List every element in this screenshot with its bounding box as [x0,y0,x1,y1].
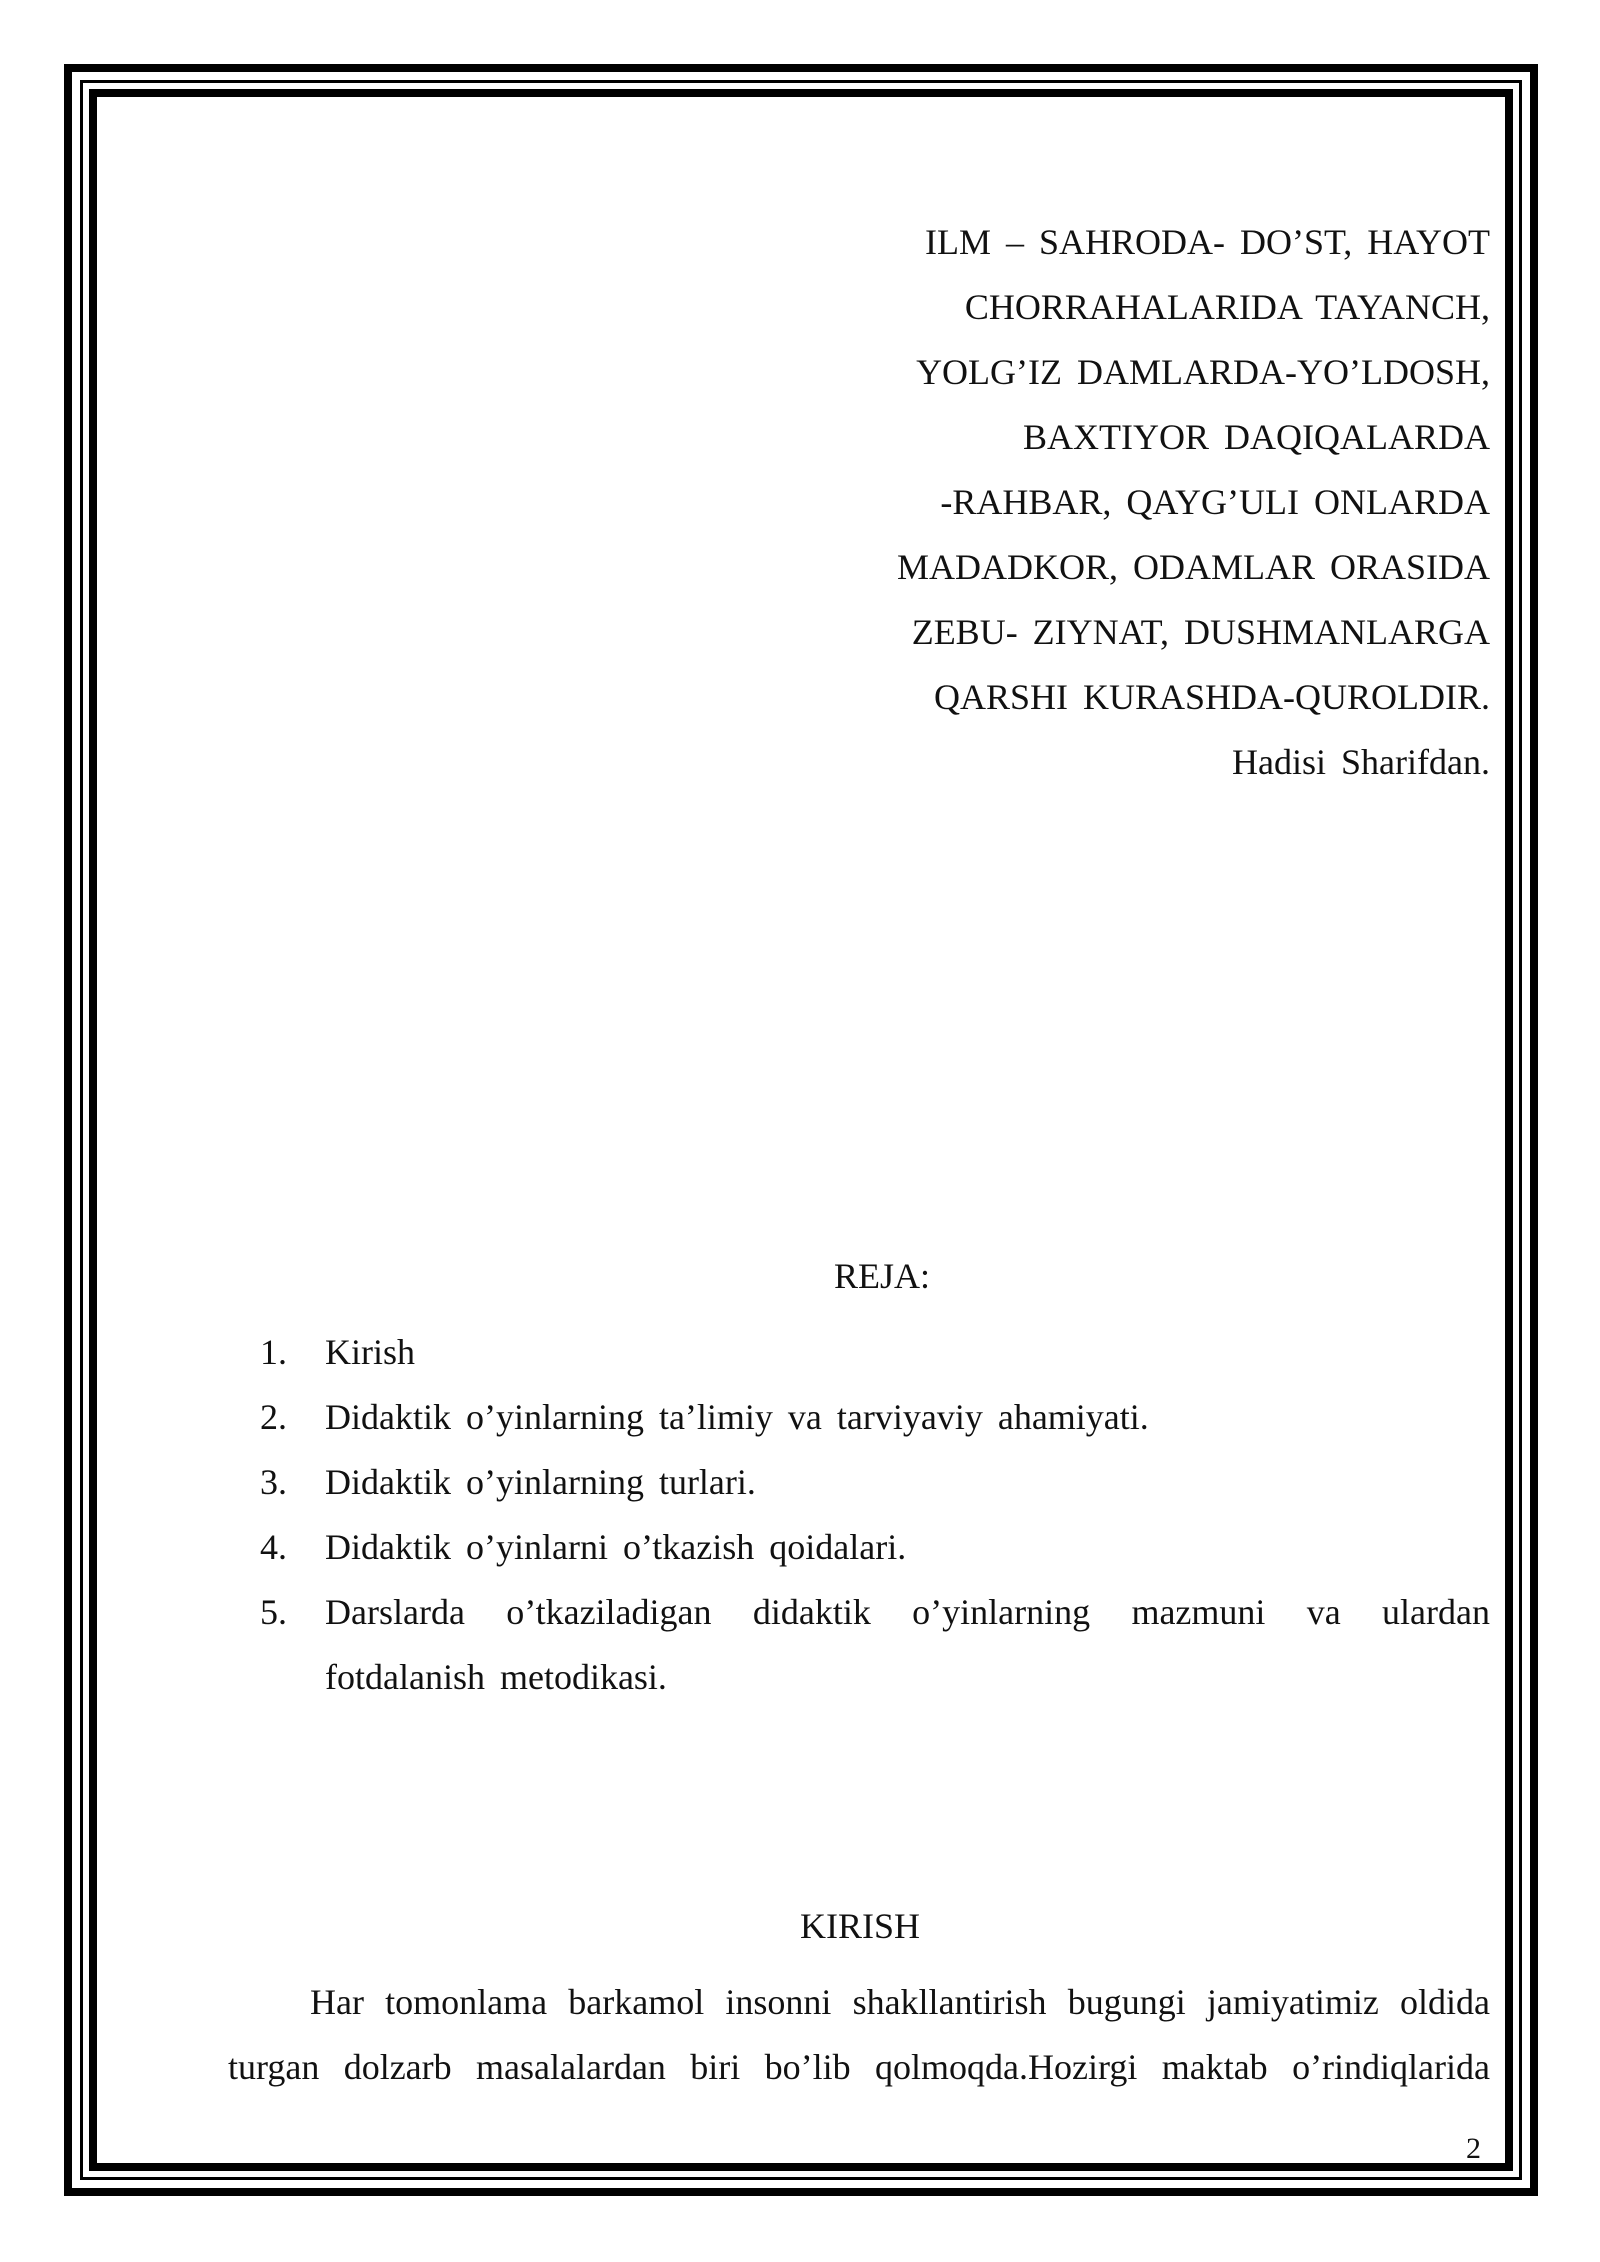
plan-item-number: 5. [260,1592,287,1632]
epigraph-line: CHORRAHALARIDA TAYANCH, [964,287,1490,327]
plan-item-number: 3. [260,1462,287,1502]
plan-item [260,1320,1490,1385]
plan-item-number: 1. [260,1332,287,1372]
paragraph-line: turgan dolzarb masalalardan biri bo’lib qolmoqda.Hozirgi maktab o’rindiqlarida [228,2047,1490,2087]
epigraph-line: -RAHBAR, QAYG’ULI ONLARDA [940,482,1490,522]
plan-item [260,1450,1490,1515]
plan-item-text: Didaktik o’yinlarni o’tkazish qoidalari. [325,1527,907,1567]
epigraph-line: ZEBU- ZIYNAT, DUSHMANLARGA [911,612,1490,652]
plan-item-continuation [260,1645,1490,1710]
epigraph-line: QARSHI KURASHDA-QUROLDIR. [933,677,1490,717]
plan-list [260,1320,1490,1710]
plan-item-text: Didaktik o’yinlarning ta’limiy va tarviyaviy ahamiyati. [325,1397,1149,1437]
epigraph-line: YOLG’IZ DAMLARDA-YO’LDOSH, [916,352,1490,392]
plan-item-number: 2. [260,1397,287,1437]
epigraph-source: Hadisi Sharifdan. [1232,742,1490,782]
intro-title: KIRISH [799,1906,920,1946]
epigraph [840,210,1490,795]
paragraph-line: Har tomonlama barkamol insonni shakllantirish bugungi jamiyatimiz oldida [310,1982,1490,2022]
epigraph-line: MADADKOR, ODAMLAR ORASIDA [896,547,1490,587]
plan-item-text: fotdalanish metodikasi. [325,1657,667,1697]
plan-item-text: Kirish [325,1332,415,1372]
plan-item [260,1385,1490,1450]
page-number: 2 [1466,2132,1481,2165]
plan-item [260,1515,1490,1580]
plan-item-number: 4. [260,1527,287,1567]
plan-item-text: Darslarda o’tkaziladigan didaktik o’yinlarning mazmuni va ulardan [325,1592,1490,1632]
plan-title: REJA: [833,1256,930,1296]
plan-item [260,1580,1490,1645]
plan-item-text: Didaktik o’yinlarning turlari. [325,1462,756,1502]
epigraph-line: ILM – SAHRODA- DO’ST, HAYOT [924,222,1490,262]
intro-paragraph [228,1970,1490,2100]
epigraph-line: BAXTIYOR DAQIQALARDA [1023,417,1490,457]
